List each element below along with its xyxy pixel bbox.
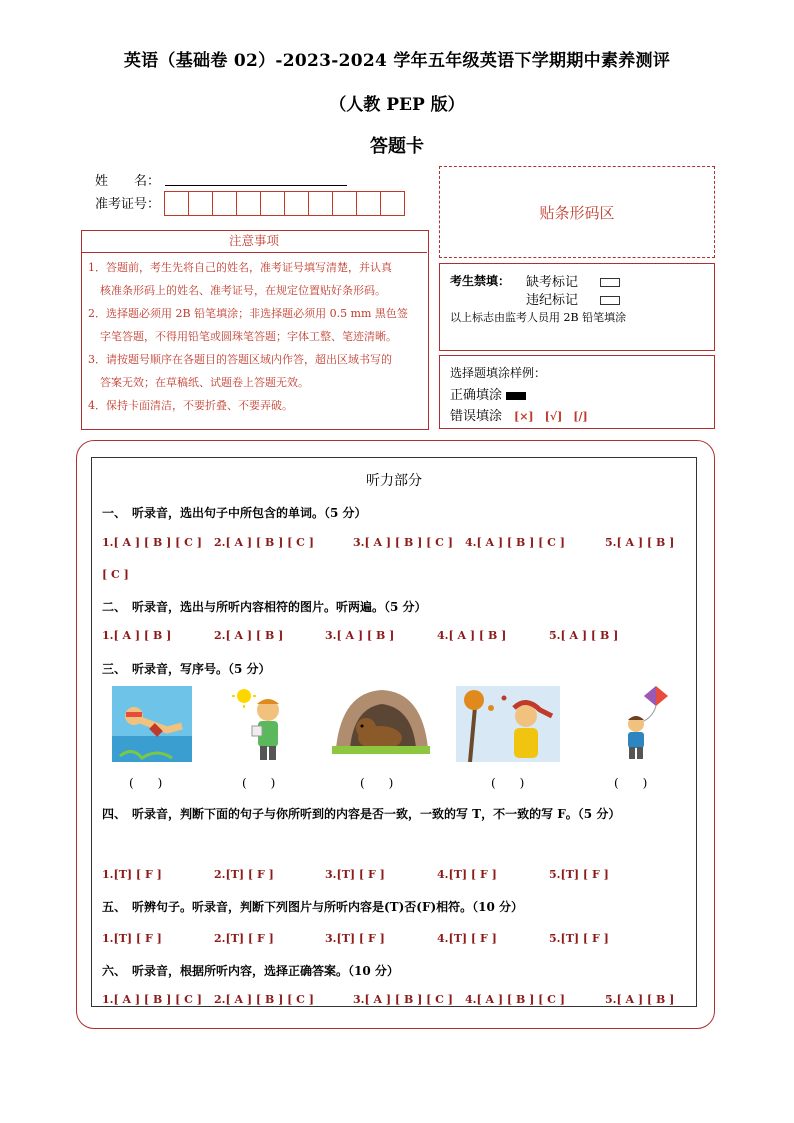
listening-heading: 听力部分 — [366, 473, 422, 489]
answer-option[interactable]: 1.[T] [ F ] — [102, 932, 162, 945]
answer-option[interactable]: 1.[ A ] [ B ] — [102, 629, 172, 642]
answer-blank[interactable]: ( ) — [129, 776, 163, 790]
filled-mark-icon — [506, 392, 526, 400]
answer-card-title: 答题卡 — [370, 136, 424, 157]
notice-heading: 注意事项 — [81, 230, 427, 253]
sample-heading: 选择题填涂样例： — [450, 366, 547, 380]
answer-option[interactable]: 1.[ A ] [ B ] [ C ] — [102, 536, 202, 549]
notice-list — [88, 256, 424, 417]
name-field[interactable] — [165, 184, 347, 186]
absent-checkbox[interactable] — [600, 278, 620, 287]
absent-mark-row — [526, 271, 620, 290]
answer-option[interactable]: 3.[ A ] [ B ] [ C ] — [353, 536, 453, 549]
proctor-note: 以上标志由监考人员用 2B 铅笔填涂 — [450, 311, 627, 324]
listening-section — [91, 457, 697, 1007]
hot-boy-picture — [232, 686, 294, 762]
answer-option[interactable]: 4.[ A ] [ B ] [ C ] — [465, 993, 565, 1006]
section-3-title: 三、 听录音，写序号。（5 分） — [102, 662, 271, 676]
absent-label: 缺考标记 — [526, 275, 579, 290]
notice-item: 1．答题前，考生先将自己的姓名，准考证号填写清楚，并认真 — [88, 261, 392, 274]
answer-option[interactable]: 1.[ A ] [ B ] [ C ] — [102, 993, 202, 1006]
id-number-boxes[interactable] — [165, 191, 405, 216]
section-2-title: 二、 听录音，选出与所听内容相符的图片。听两遍。（5 分） — [102, 600, 427, 614]
section-4-title: 四、 听录音，判断下面的句子与你所听到的内容是否一致，一致的写 T，不一致的写 F。（5 分） — [102, 807, 621, 821]
answer-option[interactable]: 3.[ A ] [ B ] [ C ] — [353, 993, 453, 1006]
notice-item: 核准条形码上的姓名、准考证号，在规定位置贴好条形码。 — [100, 284, 386, 297]
correct-sample — [450, 384, 526, 403]
answer-blank[interactable]: ( ) — [614, 776, 648, 790]
notice-item: 4．保持卡面清洁，不要折叠、不要弄破。 — [88, 399, 293, 412]
boy-with-kite-picture — [612, 684, 672, 760]
answer-option[interactable]: 2.[ A ] [ B ] — [214, 629, 284, 642]
violation-mark-row — [526, 289, 620, 308]
answer-option[interactable]: 5.[T] [ F ] — [549, 932, 609, 945]
notice-item: 2．选择题必须用 2B 铅笔填涂；非选择题必须用 0.5 mm 黑色签 — [88, 307, 408, 320]
bear-in-cave-picture — [332, 686, 430, 754]
answer-option[interactable]: 3.[ A ] [ B ] — [325, 629, 395, 642]
answer-blank[interactable]: ( ) — [491, 776, 525, 790]
answer-option[interactable]: 4.[T] [ F ] — [437, 932, 497, 945]
exam-subtitle: （人教 PEP 版） — [329, 95, 465, 115]
answer-option[interactable]: 5.[ A ] [ B ] — [549, 629, 619, 642]
section-1-title: 一、 听录音，选出句子中所包含的单词。（5 分） — [102, 506, 367, 520]
answer-option[interactable]: 1.[T] [ F ] — [102, 868, 162, 881]
answer-option[interactable]: 2.[ A ] [ B ] [ C ] — [214, 536, 314, 549]
answer-option[interactable]: 5.[ A ] [ B ] — [605, 536, 675, 549]
swimming-boy-picture — [112, 686, 192, 762]
wrong-marks: [×] [√] [/] — [514, 410, 588, 423]
correct-label: 正确填涂 — [450, 388, 503, 403]
answer-option[interactable]: 3.[T] [ F ] — [325, 868, 385, 881]
notice-item: 3．请按题号顺序在各题目的答题区域内作答，超出区域书写的 — [88, 353, 392, 366]
notice-item: 字笔答题，不得用铅笔或圆珠笔答题；字体工整、笔迹清晰。 — [100, 330, 397, 343]
id-label: 准考证号： — [95, 197, 161, 212]
section-6-title: 六、 听录音，根据所听内容，选择正确答案。（10 分） — [102, 964, 399, 978]
answer-option[interactable]: 5.[T] [ F ] — [549, 868, 609, 881]
answer-option[interactable]: 4.[ A ] [ B ] — [437, 629, 507, 642]
violation-checkbox[interactable] — [600, 296, 620, 305]
violation-label: 违纪标记 — [526, 293, 579, 308]
notice-item: 答案无效；在草稿纸、试题卷上答题无效。 — [100, 376, 309, 389]
section-5-title: 五、 听辨句子。听录音，判断下列图片与所听内容是(T)否(F)相符。（10 分） — [102, 900, 524, 914]
proctor-label: 考生禁填： — [450, 274, 511, 288]
wrong-label: 错误填涂 — [450, 409, 503, 424]
answer-option[interactable]: 2.[T] [ F ] — [214, 932, 274, 945]
barcode-area: 贴条形码区 — [439, 166, 715, 258]
exam-title: 英语（基础卷 02）-2023-2024 学年五年级英语下学期期中素养测评 — [123, 51, 671, 71]
answer-option[interactable]: 2.[T] [ F ] — [214, 868, 274, 881]
answer-option[interactable]: 4.[ A ] [ B ] [ C ] — [465, 536, 565, 549]
name-label: 姓 名： — [95, 174, 161, 189]
answer-option[interactable]: 5.[ A ] [ B ] — [605, 993, 675, 1006]
answer-blank[interactable]: ( ) — [360, 776, 394, 790]
answer-blank[interactable]: ( ) — [242, 776, 276, 790]
answer-option[interactable]: 3.[T] [ F ] — [325, 932, 385, 945]
section-1-wrap[interactable]: [ C ] — [102, 568, 129, 581]
answer-option[interactable]: 2.[ A ] [ B ] [ C ] — [214, 993, 314, 1006]
answer-option[interactable]: 4.[T] [ F ] — [437, 868, 497, 881]
wrong-sample — [450, 405, 588, 424]
windy-girl-picture — [456, 686, 560, 762]
